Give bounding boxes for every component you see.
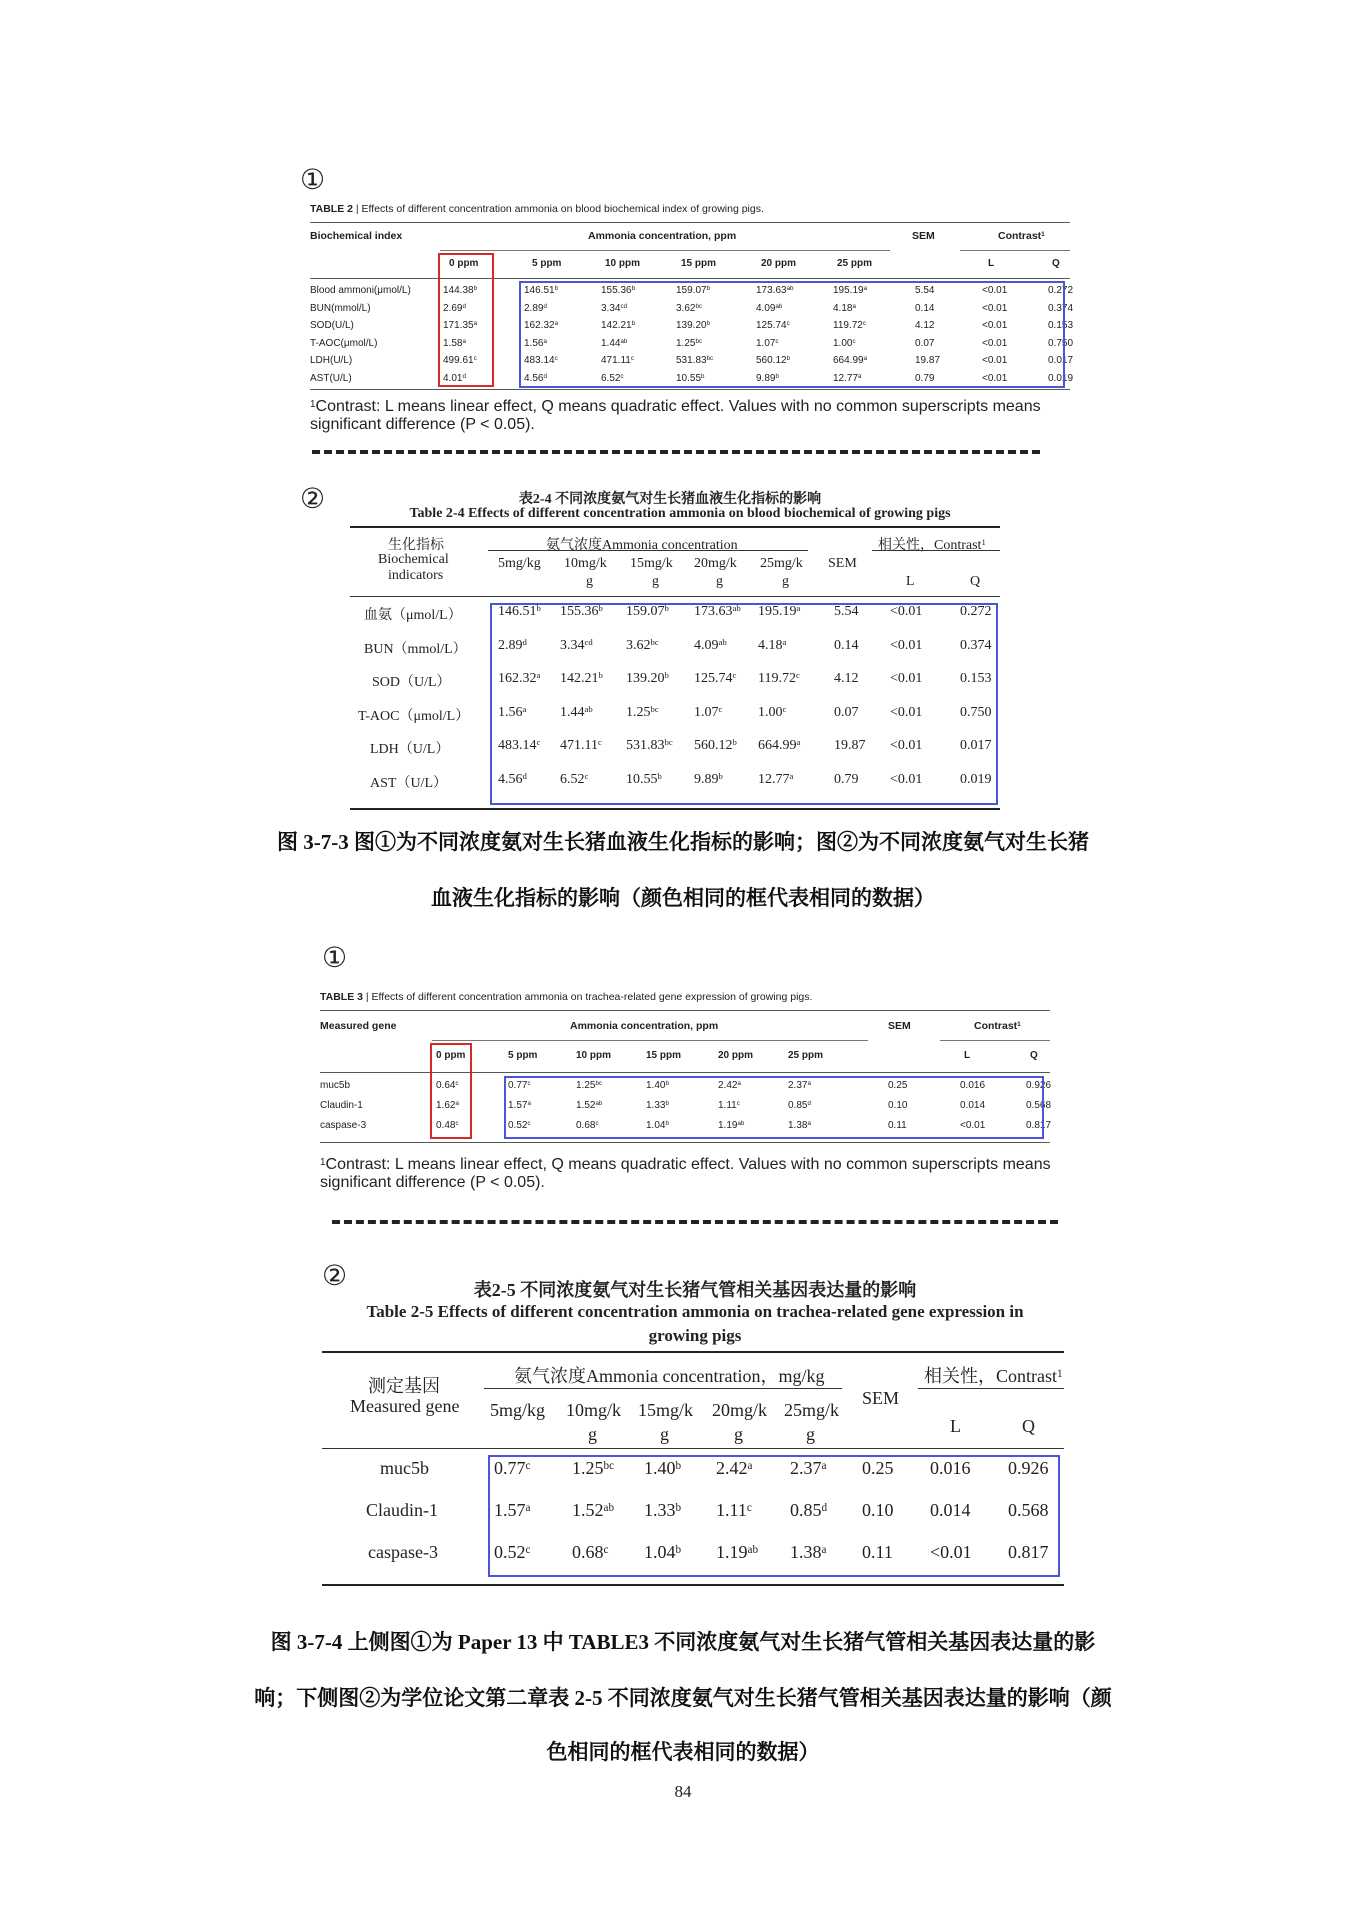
- dashed-separator-2: [332, 1220, 1058, 1224]
- value-cell: 195.19$^a$: [833, 285, 868, 296]
- value-cell: 1.00$^c$: [758, 703, 787, 720]
- value-cell: 0.68$^c$: [572, 1542, 609, 1562]
- col-header-group-2: Ammonia concentration, ppm: [570, 1020, 719, 1032]
- sem-cell: 0.79: [915, 372, 935, 384]
- contrast-l-cell: 0.014: [930, 1500, 971, 1520]
- sub-col-header-wrap: g: [586, 574, 593, 589]
- marker-circled-1-fig2: ①: [322, 941, 348, 974]
- red-box-0ppm-t2: [438, 253, 494, 387]
- value-cell: 531.83$^{bc}$: [626, 737, 673, 753]
- row-label: T-AOC(μmol/L): [310, 337, 378, 349]
- row-label: BUN(mmol/L): [310, 302, 371, 314]
- sub-col-header: 10mg/k: [566, 1400, 622, 1420]
- sub-col-header: Q: [1052, 258, 1060, 269]
- row-label: caspase-3: [368, 1542, 438, 1562]
- dashed-separator-1: [312, 450, 1040, 454]
- value-cell: 560.12$^b$: [756, 355, 791, 366]
- contrast-q-cell: 0.272: [960, 604, 992, 619]
- value-cell: 1.44$^{ab}$: [601, 337, 628, 349]
- value-cell: 1.25$^{bc}$: [576, 1080, 603, 1091]
- value-cell: 146.51$^b$: [498, 603, 541, 619]
- value-cell: 1.57$^a$: [508, 1100, 531, 1111]
- page-number: 84: [674, 1782, 692, 1801]
- value-cell: 1.33$^b$: [644, 1500, 682, 1520]
- value-cell: 1.38$^a$: [790, 1542, 827, 1562]
- value-cell: 2.89$^d$: [498, 636, 527, 653]
- row-label: Claudin-1: [320, 1100, 363, 1111]
- value-cell: 0.85$^d$: [790, 1500, 828, 1520]
- thesis-table-2-4-title-cn: 表2-4 不同浓度氨气对生长猪血液生化指标的影响: [518, 492, 822, 507]
- sub-col-header: 5mg/kg: [498, 556, 541, 571]
- sub-col-header: 5mg/kg: [490, 1400, 546, 1420]
- paper-table-2-title: TABLE 2 | Effects of different concentration ammonia on blood biochemical index of growing pigs.: [310, 203, 764, 215]
- value-cell: 1.11$^c$: [718, 1100, 740, 1111]
- thesis-table-2-4-header: 生化指标 Biochemical indicators 氨气浓度Ammonia concentration SEM 相关性，Contrast$^1$ L Q: [378, 537, 986, 589]
- contrast-q-cell: 0.374: [960, 637, 992, 653]
- value-cell: 1.62$^a$: [436, 1100, 459, 1111]
- value-cell: 1.40$^b$: [644, 1458, 682, 1478]
- paper-table-3-footnote: $^1$Contrast: L means linear effect, Q means quadratic effect. Values with no common superscripts means significant difference (P < 0.05).: [320, 1156, 1051, 1191]
- sub-col-header: 15mg/k: [638, 1400, 694, 1420]
- sem-cell: 19.87: [915, 355, 941, 366]
- value-cell: 6.52$^c$: [560, 770, 589, 787]
- paper-table-2: [310, 203, 1070, 215]
- paper-table-3: [320, 991, 1080, 1003]
- row-label: 血氨（μmol/L）: [364, 608, 462, 623]
- sub-col-header: L: [988, 258, 995, 269]
- value-cell: 1.56$^a$: [524, 337, 547, 349]
- value-cell: 142.21$^b$: [601, 320, 636, 331]
- sem-cell: 0.10: [888, 1100, 908, 1111]
- blue-box-data-t3: [504, 1076, 1044, 1139]
- sub-col-header-wrap: g: [716, 574, 723, 589]
- contrast-q-cell: 0.926: [1008, 1458, 1049, 1478]
- value-cell: 4.18$^a$: [758, 636, 787, 653]
- sub-col-header: 5 ppm: [508, 1050, 538, 1061]
- value-cell: 0.48$^c$: [436, 1120, 459, 1131]
- value-cell: 1.25$^{bc}$: [626, 703, 659, 720]
- value-cell: 155.36$^b$: [601, 285, 636, 296]
- value-cell: 1.11$^c$: [716, 1500, 752, 1520]
- col-header-sem: SEM: [912, 230, 935, 242]
- contrast-q-cell: 0.019: [1048, 372, 1074, 384]
- col-header-contrast: Contrast$^1$: [998, 230, 1045, 242]
- sem-cell: 5.54: [915, 285, 935, 296]
- sub-col-header: 10mg/k: [564, 556, 607, 571]
- sub-col-header-wrap: g: [588, 1424, 597, 1444]
- contrast-q-cell: 0.017: [1048, 355, 1074, 366]
- value-cell: 4.18$^a$: [833, 302, 856, 314]
- contrast-l-cell: <0.01: [982, 372, 1008, 384]
- value-cell: 2.37$^a$: [788, 1080, 811, 1091]
- row-label: caspase-3: [320, 1120, 367, 1131]
- value-cell: 1.38$^a$: [788, 1120, 811, 1131]
- contrast-l-cell: 0.016: [930, 1458, 971, 1478]
- value-cell: 0.52$^c$: [508, 1120, 531, 1131]
- row-label: BUN（mmol/L）: [364, 641, 467, 657]
- value-cell: 531.83$^{bc}$: [676, 355, 714, 366]
- sub-col-header: 20mg/k: [694, 556, 737, 571]
- figure-caption-3-7-4-line1: 图 3-7-4 上侧图①为 Paper 13 中 TABLE3 不同浓度氨气对生长猪气管相关基因表达量的影: [270, 1630, 1096, 1654]
- value-cell: 3.62$^{bc}$: [626, 636, 659, 653]
- sub-col-header: 15 ppm: [681, 258, 717, 269]
- thesis-table-2-5-title-en2: growing pigs: [648, 1326, 742, 1345]
- value-cell: 1.56$^a$: [498, 703, 527, 720]
- marker-circled-2: ②: [300, 482, 326, 515]
- value-cell: 0.77$^c$: [494, 1458, 531, 1478]
- value-cell: 171.35$^a$: [443, 320, 478, 331]
- value-cell: 142.21$^b$: [560, 670, 603, 686]
- value-cell: 12.77$^a$: [758, 770, 794, 787]
- contrast-l-cell: <0.01: [982, 302, 1008, 314]
- contrast-l-cell: <0.01: [890, 771, 923, 787]
- sem-cell: 0.11: [888, 1120, 907, 1131]
- sem-cell: 5.54: [834, 604, 859, 619]
- sem-cell: 0.10: [862, 1500, 894, 1520]
- value-cell: 0.85$^d$: [788, 1100, 811, 1111]
- value-cell: 159.07$^b$: [626, 603, 669, 619]
- value-cell: 162.32$^a$: [498, 670, 541, 686]
- value-cell: 560.12$^b$: [694, 737, 737, 753]
- contrast-l-cell: <0.01: [890, 604, 923, 619]
- red-box-0ppm-t3: [430, 1043, 472, 1139]
- value-cell: 4.56$^d$: [498, 770, 527, 787]
- value-cell: 3.34$^{cd}$: [601, 302, 628, 314]
- contrast-q-cell: 0.817: [1026, 1120, 1052, 1131]
- contrast-l-cell: <0.01: [890, 738, 923, 753]
- contrast-q-cell: 0.926: [1026, 1080, 1052, 1091]
- value-cell: 1.19$^{ab}$: [716, 1542, 759, 1562]
- value-cell: 1.04$^b$: [646, 1120, 669, 1131]
- row-label: Claudin-1: [366, 1500, 438, 1520]
- value-cell: 195.19$^a$: [758, 603, 801, 619]
- value-cell: 471.11$^c$: [560, 737, 602, 753]
- contrast-l-cell: <0.01: [890, 704, 923, 720]
- contrast-q-cell: 0.153: [1048, 320, 1074, 331]
- value-cell: 139.20$^b$: [626, 670, 669, 686]
- contrast-q-cell: 0.374: [1048, 302, 1074, 314]
- value-cell: 159.07$^b$: [676, 285, 711, 296]
- value-cell: 9.89$^b$: [756, 372, 779, 384]
- value-cell: 144.38$^b$: [443, 285, 478, 296]
- sem-cell: 0.14: [915, 302, 935, 314]
- sub-col-header: 15 ppm: [646, 1050, 682, 1061]
- contrast-l-cell: <0.01: [930, 1542, 972, 1562]
- value-cell: 1.57$^a$: [494, 1500, 531, 1520]
- sub-col-header-wrap: g: [734, 1424, 743, 1444]
- value-cell: 4.09$^{ab}$: [694, 636, 727, 653]
- value-cell: 1.19$^{ab}$: [718, 1120, 745, 1131]
- value-cell: 1.04$^b$: [644, 1542, 682, 1562]
- contrast-q-cell: 0.568: [1026, 1100, 1052, 1111]
- value-cell: 3.34$^{cd}$: [560, 636, 593, 653]
- col-header-index: Biochemical index: [310, 230, 403, 242]
- contrast-q-cell: 0.750: [960, 704, 992, 720]
- col-header-sem-2: SEM: [888, 1020, 911, 1032]
- figure-caption-3-7-4-line3: 色相同的框代表相同的数据）: [546, 1740, 820, 1764]
- sub-col-header: 15mg/k: [630, 556, 673, 571]
- value-cell: 2.69$^d$: [443, 302, 466, 314]
- value-cell: 1.33$^b$: [646, 1100, 669, 1111]
- value-cell: 162.32$^a$: [524, 320, 559, 331]
- value-cell: 664.99$^a$: [833, 355, 868, 366]
- marker-circled-2-fig2: ②: [322, 1259, 348, 1292]
- thesis-table-2-4-title-en: Table 2-4 Effects of different concentration ammonia on blood biochemical of growing pigs: [409, 506, 951, 521]
- paper-table-2-footnote: $^1$Contrast: L means linear effect, Q means quadratic effect. Values with no common superscripts means significant difference (P < 0.05).: [310, 398, 1041, 433]
- contrast-q-cell: 0.153: [960, 671, 992, 686]
- row-label: LDH（U/L）: [370, 742, 450, 757]
- value-cell: 1.44$^{ab}$: [560, 703, 593, 720]
- row-label: AST(U/L): [310, 372, 352, 384]
- value-cell: 125.74$^c$: [694, 670, 737, 686]
- value-cell: 1.25$^{bc}$: [572, 1458, 615, 1478]
- sub-col-header: 0 ppm: [436, 1050, 466, 1061]
- value-cell: 6.52$^c$: [601, 372, 624, 384]
- sem-cell: 0.25: [888, 1080, 908, 1091]
- sub-col-header: L: [964, 1050, 971, 1061]
- sub-col-header: 10 ppm: [605, 258, 641, 269]
- sub-col-header: 20 ppm: [718, 1050, 754, 1061]
- value-cell: 1.07$^c$: [694, 703, 723, 720]
- sem-cell: 19.87: [834, 738, 866, 753]
- sem-cell: 4.12: [834, 671, 859, 686]
- row-label: LDH(U/L): [310, 355, 353, 366]
- value-cell: 173.63$^{ab}$: [756, 285, 794, 296]
- value-cell: 483.14$^c$: [524, 355, 558, 366]
- value-cell: 4.56$^d$: [524, 372, 547, 384]
- value-cell: 3.62$^{bc}$: [676, 302, 703, 314]
- sub-col-header: 25mg/k: [760, 556, 803, 571]
- value-cell: 1.58$^a$: [443, 337, 466, 349]
- blue-box-data-t2: [519, 281, 1065, 388]
- value-cell: 125.74$^c$: [756, 320, 790, 331]
- value-cell: 139.20$^b$: [676, 320, 711, 331]
- contrast-l-cell: <0.01: [890, 637, 923, 653]
- blue-box-data-t25: [488, 1455, 1060, 1577]
- value-cell: 9.89$^b$: [694, 770, 723, 787]
- value-cell: 2.89$^d$: [524, 302, 547, 314]
- value-cell: 119.72$^c$: [758, 670, 800, 686]
- value-cell: 4.09$^{ab}$: [756, 302, 783, 314]
- value-cell: 12.77$^a$: [833, 372, 862, 384]
- value-cell: 155.36$^b$: [560, 603, 603, 619]
- contrast-l-cell: <0.01: [890, 671, 923, 686]
- sub-col-header: 20mg/k: [712, 1400, 768, 1420]
- sem-cell: 0.14: [834, 637, 859, 653]
- value-cell: 10.55$^b$: [676, 372, 705, 384]
- sub-col-header: 25 ppm: [788, 1050, 824, 1061]
- contrast-l-cell: 0.016: [960, 1080, 986, 1091]
- contrast-l-cell: <0.01: [982, 355, 1008, 366]
- sub-col-header-wrap: g: [782, 574, 789, 589]
- value-cell: 0.68$^c$: [576, 1120, 599, 1131]
- blue-box-data-t24: [490, 603, 998, 805]
- value-cell: 499.61$^c$: [443, 355, 477, 366]
- paper-table-3-title: TABLE 3 | Effects of different concentration ammonia on trachea-related gene expression of growing pigs.: [320, 991, 813, 1003]
- thesis-table-2-5-header: 测定基因 Measured gene 氨气浓度Ammonia concentration，mg/kg SEM 相关性，Contrast$^1$ L Q: [350, 1366, 1063, 1436]
- value-cell: 119.72$^c$: [833, 320, 866, 331]
- value-cell: 1.52$^{ab}$: [576, 1100, 603, 1111]
- value-cell: 4.01$^d$: [443, 372, 466, 384]
- row-label: T-AOC（μmol/L）: [358, 708, 470, 724]
- sem-cell: 0.07: [915, 337, 935, 349]
- value-cell: 146.51$^b$: [524, 285, 559, 296]
- value-cell: 0.52$^c$: [494, 1542, 531, 1562]
- contrast-l-cell: 0.014: [960, 1100, 986, 1111]
- row-label: muc5b: [380, 1458, 429, 1478]
- contrast-q-cell: 0.019: [960, 771, 992, 787]
- value-cell: 173.63$^{ab}$: [694, 603, 741, 619]
- value-cell: 2.42$^a$: [716, 1458, 753, 1478]
- contrast-l-cell: <0.01: [982, 337, 1008, 349]
- thesis-table-2-5-title-en1: Table 2-5 Effects of different concentration ammonia on trachea-related gene expression in: [366, 1302, 1024, 1321]
- value-cell: 2.42$^a$: [718, 1080, 741, 1091]
- figure-caption-3-7-4-line2: 响；下侧图②为学位论文第二章表 2-5 不同浓度氨气对生长猪气管相关基因表达量的影响（颜: [254, 1686, 1112, 1710]
- sub-col-header: 0 ppm: [449, 258, 479, 269]
- sub-col-header: 10 ppm: [576, 1050, 612, 1061]
- sem-cell: 4.12: [915, 320, 935, 331]
- contrast-q-cell: 0.272: [1048, 285, 1074, 296]
- marker-circled-1: ①: [300, 163, 326, 196]
- value-cell: 471.11$^c$: [601, 355, 634, 366]
- row-label: muc5b: [320, 1080, 351, 1091]
- row-label: Blood ammoni(μmol/L): [310, 285, 411, 296]
- sub-col-header: 25mg/k: [784, 1400, 840, 1420]
- sub-col-header-wrap: g: [806, 1424, 815, 1444]
- sem-cell: 0.07: [834, 704, 859, 720]
- sem-cell: 0.25: [862, 1458, 894, 1478]
- contrast-l-cell: <0.01: [982, 320, 1008, 331]
- row-label: AST（U/L）: [370, 775, 447, 791]
- contrast-q-cell: 0.017: [960, 738, 992, 753]
- value-cell: 1.07$^c$: [756, 337, 779, 349]
- thesis-table-2-5-title-cn: 表2-5 不同浓度氨气对生长猪气管相关基因表达量的影响: [473, 1280, 917, 1300]
- value-cell: 1.25$^{bc}$: [676, 337, 703, 349]
- col-header-gene: Measured gene: [320, 1020, 397, 1032]
- col-header-contrast-2: Contrast$^1$: [974, 1020, 1021, 1032]
- sub-col-header: Q: [1030, 1050, 1038, 1061]
- value-cell: 664.99$^a$: [758, 737, 801, 753]
- contrast-q-cell: 0.750: [1048, 337, 1074, 349]
- sub-col-header-wrap: g: [652, 574, 659, 589]
- sem-cell: 0.79: [834, 771, 859, 787]
- figure-caption-3-7-3-line2: 血液生化指标的影响（颜色相同的框代表相同的数据）: [431, 886, 935, 910]
- value-cell: 483.14$^c$: [498, 737, 541, 753]
- sub-col-header: 25 ppm: [837, 258, 873, 269]
- value-cell: 0.64$^c$: [436, 1080, 459, 1091]
- figure-caption-3-7-3-line1: 图 3-7-3 图①为不同浓度氨对生长猪血液生化指标的影响；图②为不同浓度氨气对生长猪: [277, 830, 1089, 854]
- sub-col-header: 5 ppm: [532, 258, 562, 269]
- row-label: SOD(U/L): [310, 320, 354, 331]
- value-cell: 0.77$^c$: [508, 1080, 531, 1091]
- row-label: SOD（U/L）: [372, 675, 451, 690]
- sub-col-header: 20 ppm: [761, 258, 797, 269]
- sub-col-header-wrap: g: [660, 1424, 669, 1444]
- value-cell: 10.55$^b$: [626, 770, 662, 787]
- contrast-l-cell: <0.01: [960, 1120, 986, 1131]
- col-header-group: Ammonia concentration, ppm: [588, 230, 737, 242]
- contrast-q-cell: 0.817: [1008, 1542, 1049, 1562]
- contrast-l-cell: <0.01: [982, 285, 1008, 296]
- value-cell: 1.52$^{ab}$: [572, 1500, 615, 1520]
- sem-cell: 0.11: [862, 1542, 893, 1562]
- contrast-q-cell: 0.568: [1008, 1500, 1049, 1520]
- value-cell: 1.00$^c$: [833, 337, 856, 349]
- value-cell: 1.40$^b$: [646, 1080, 669, 1091]
- paper-table-2-subheader: [310, 258, 1070, 272]
- value-cell: 2.37$^a$: [790, 1458, 827, 1478]
